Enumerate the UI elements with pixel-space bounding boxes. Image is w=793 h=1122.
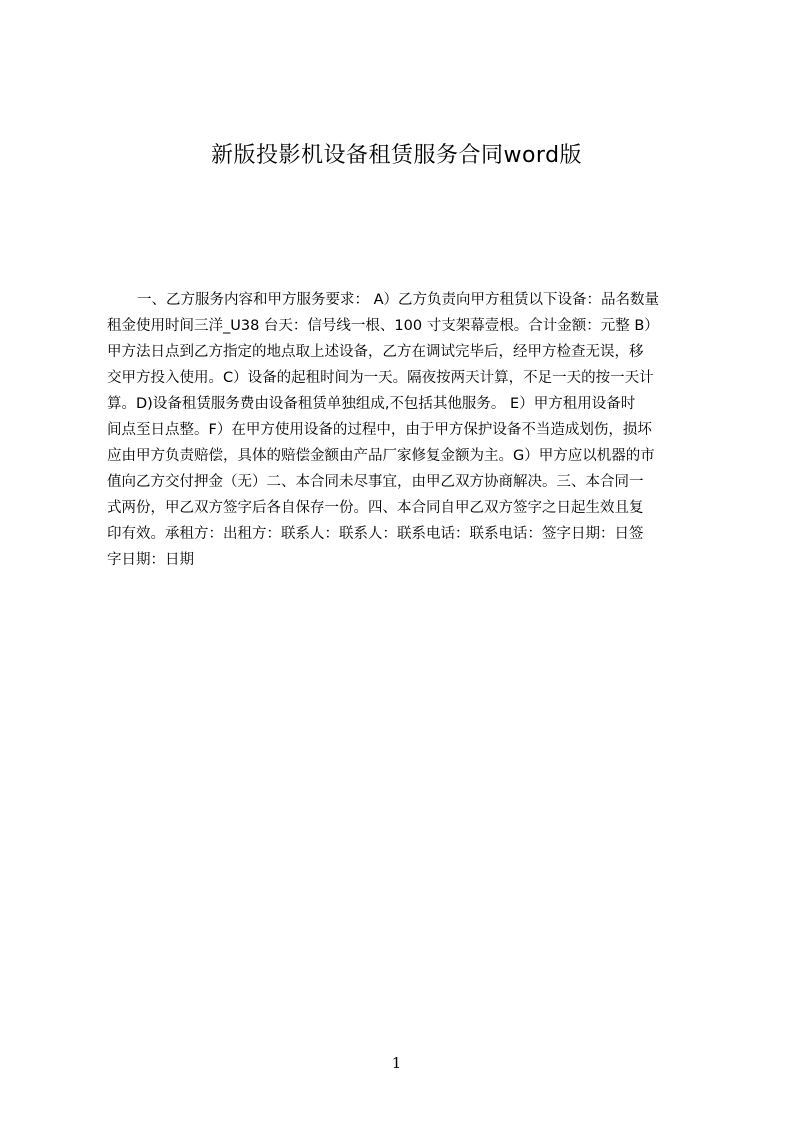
body-line: 租金使用时间三洋_U38 台天：信号线一根、100 寸支架幕壹根。合计金额：元整 B）	[107, 318, 659, 334]
page-number: 1	[391, 1054, 402, 1072]
body-line: 字日期：日期	[107, 552, 194, 568]
body-line: 值向乙方交付押金（无）二、本合同未尽事宜，由甲乙双方协商解决。三、本合同一	[107, 474, 644, 490]
body-line: 式两份，甲乙双方签字后各自保存一份。四、本合同自甲乙双方签字之日起生效且复	[107, 500, 644, 516]
body-line: 算。D)设备租赁服务费由设备租赁单独组成,不包括其他服务。 E）甲方租用设备时	[107, 396, 636, 412]
body-line: 应由甲方负责赔偿，具体的赔偿金额由产品厂家修复金额为主。G）甲方应以机器的市	[107, 448, 655, 464]
body-line: 印有效。承租方：出租方：联系人：联系人：联系电话：联系电话：签字日期：日签	[107, 526, 644, 542]
body-line: 甲方法日点到乙方指定的地点取上述设备，乙方在调试完毕后，经甲方检查无误，移	[107, 344, 644, 360]
body-line: 一、乙方服务内容和甲方服务要求： A）乙方负责向甲方租赁以下设备：品名数量	[137, 292, 660, 308]
body-line: 间点至日点整。F）在甲方使用设备的过程中，由于甲方保护设备不当造成划伤，损坏	[107, 422, 652, 438]
document-title: 新版投影机设备租赁服务合同word版	[210, 143, 583, 168]
body-line: 交甲方投入使用。C）设备的起租时间为一天。隔夜按两天计算，不足一天的按一天计	[107, 370, 654, 386]
contract-body	[107, 287, 697, 597]
